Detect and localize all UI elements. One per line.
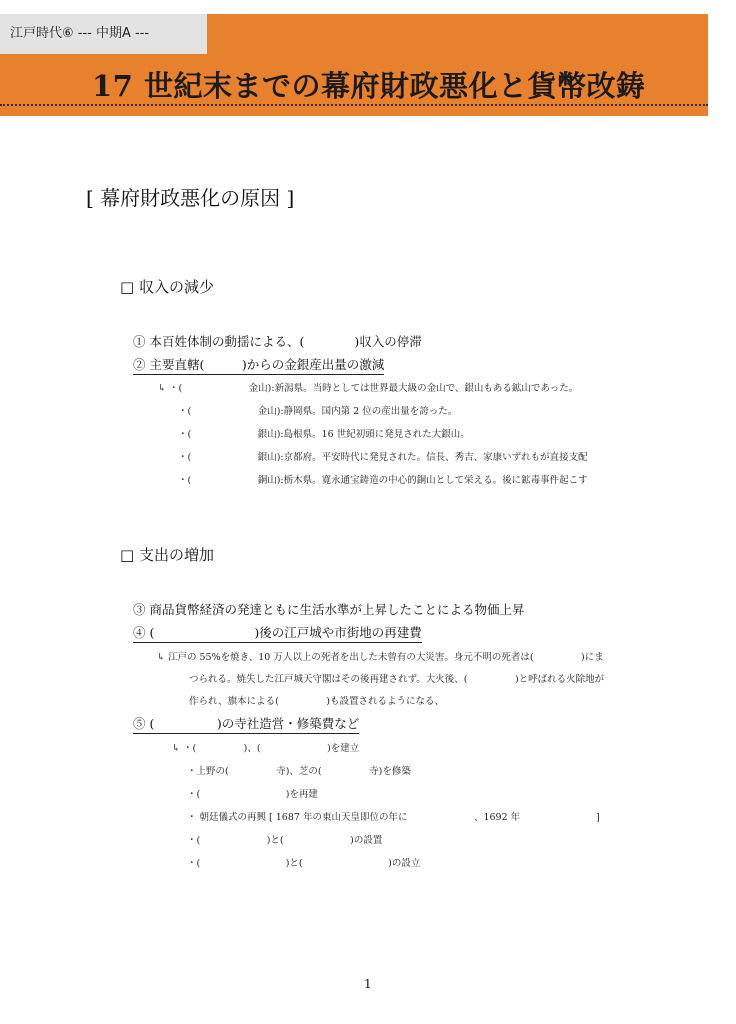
section-tag: 江戸時代⑥ --- 中期A --- <box>0 14 207 54</box>
expense-item-4: ④ ( )後の江戸城や市街地の再建費 <box>133 623 422 643</box>
page-number: 1 <box>364 977 372 991</box>
mine-line-3: ・( 銀山):島根県。16 世紀初頭に発見された大銀山。 <box>178 429 470 440</box>
income-item-1: ① 本百姓体制の動揺による、( )収入の停滞 <box>133 334 422 349</box>
title-divider <box>0 104 708 106</box>
temple-line-6: ・( )と( )の設立 <box>187 858 421 869</box>
temple-line-2: ・上野の( 寺)、芝の( 寺)を修築 <box>187 766 411 777</box>
mine-line-2: ・( 金山):静岡県。国内第 2 位の産出量を誇った。 <box>178 406 458 417</box>
section-title: [ 幕府財政悪化の原因 ] <box>86 186 295 210</box>
temple-line-3: ・( )を再建 <box>187 789 318 800</box>
mine-line-1: ↳ ・( 金山):新潟県。当時としては世界最大級の金山で、銀山もある鉱山であった。 <box>158 383 579 394</box>
temple-line-4: ・ 朝廷儀式の再興 [ 1687 年の東山天皇即位の年に 、1692 年 ] <box>187 812 600 823</box>
temple-line-1: ↳ ・( )、( )を建立 <box>172 743 360 754</box>
income-item-2: ② 主要直轄( )からの金銀産出量の激減 <box>133 355 384 375</box>
temple-line-5: ・( )と( )の設置 <box>187 835 383 846</box>
fire-note-line-3: 作られ、旗本による( )も設置されるようになる、 <box>189 696 444 707</box>
expense-heading: □ 支出の増加 <box>120 546 214 564</box>
expense-item-5: ⑤ ( )の寺社造営・修築費など <box>133 714 359 734</box>
page-title: 17 世紀末までの幕府財政悪化と貨幣改鋳 <box>92 69 646 103</box>
mine-line-5: ・( 銅山):栃木県。寛永通宝鋳造の中心的銅山として栄える。後に鉱毒事件起こす <box>178 475 588 486</box>
income-heading: □ 収入の減少 <box>120 278 214 296</box>
fire-note-line-2: つられる。焼失した江戸城天守閣はその後再建されず。大火後、( )と呼ばれる火除地が <box>189 674 605 685</box>
fire-note-line-1: ↳ 江戸の 55%を焼き、10 万人以上の死者を出した未曾有の大災害。身元不明の死者は( )にま <box>157 652 604 663</box>
mine-line-4: ・( 銀山):京都府。平安時代に発見された。信長、秀吉、家康いずれもが直接支配 <box>178 452 588 463</box>
expense-item-3: ③ 商品貨幣経済の発達ともに生活水準が上昇したことによる物価上昇 <box>133 602 525 617</box>
